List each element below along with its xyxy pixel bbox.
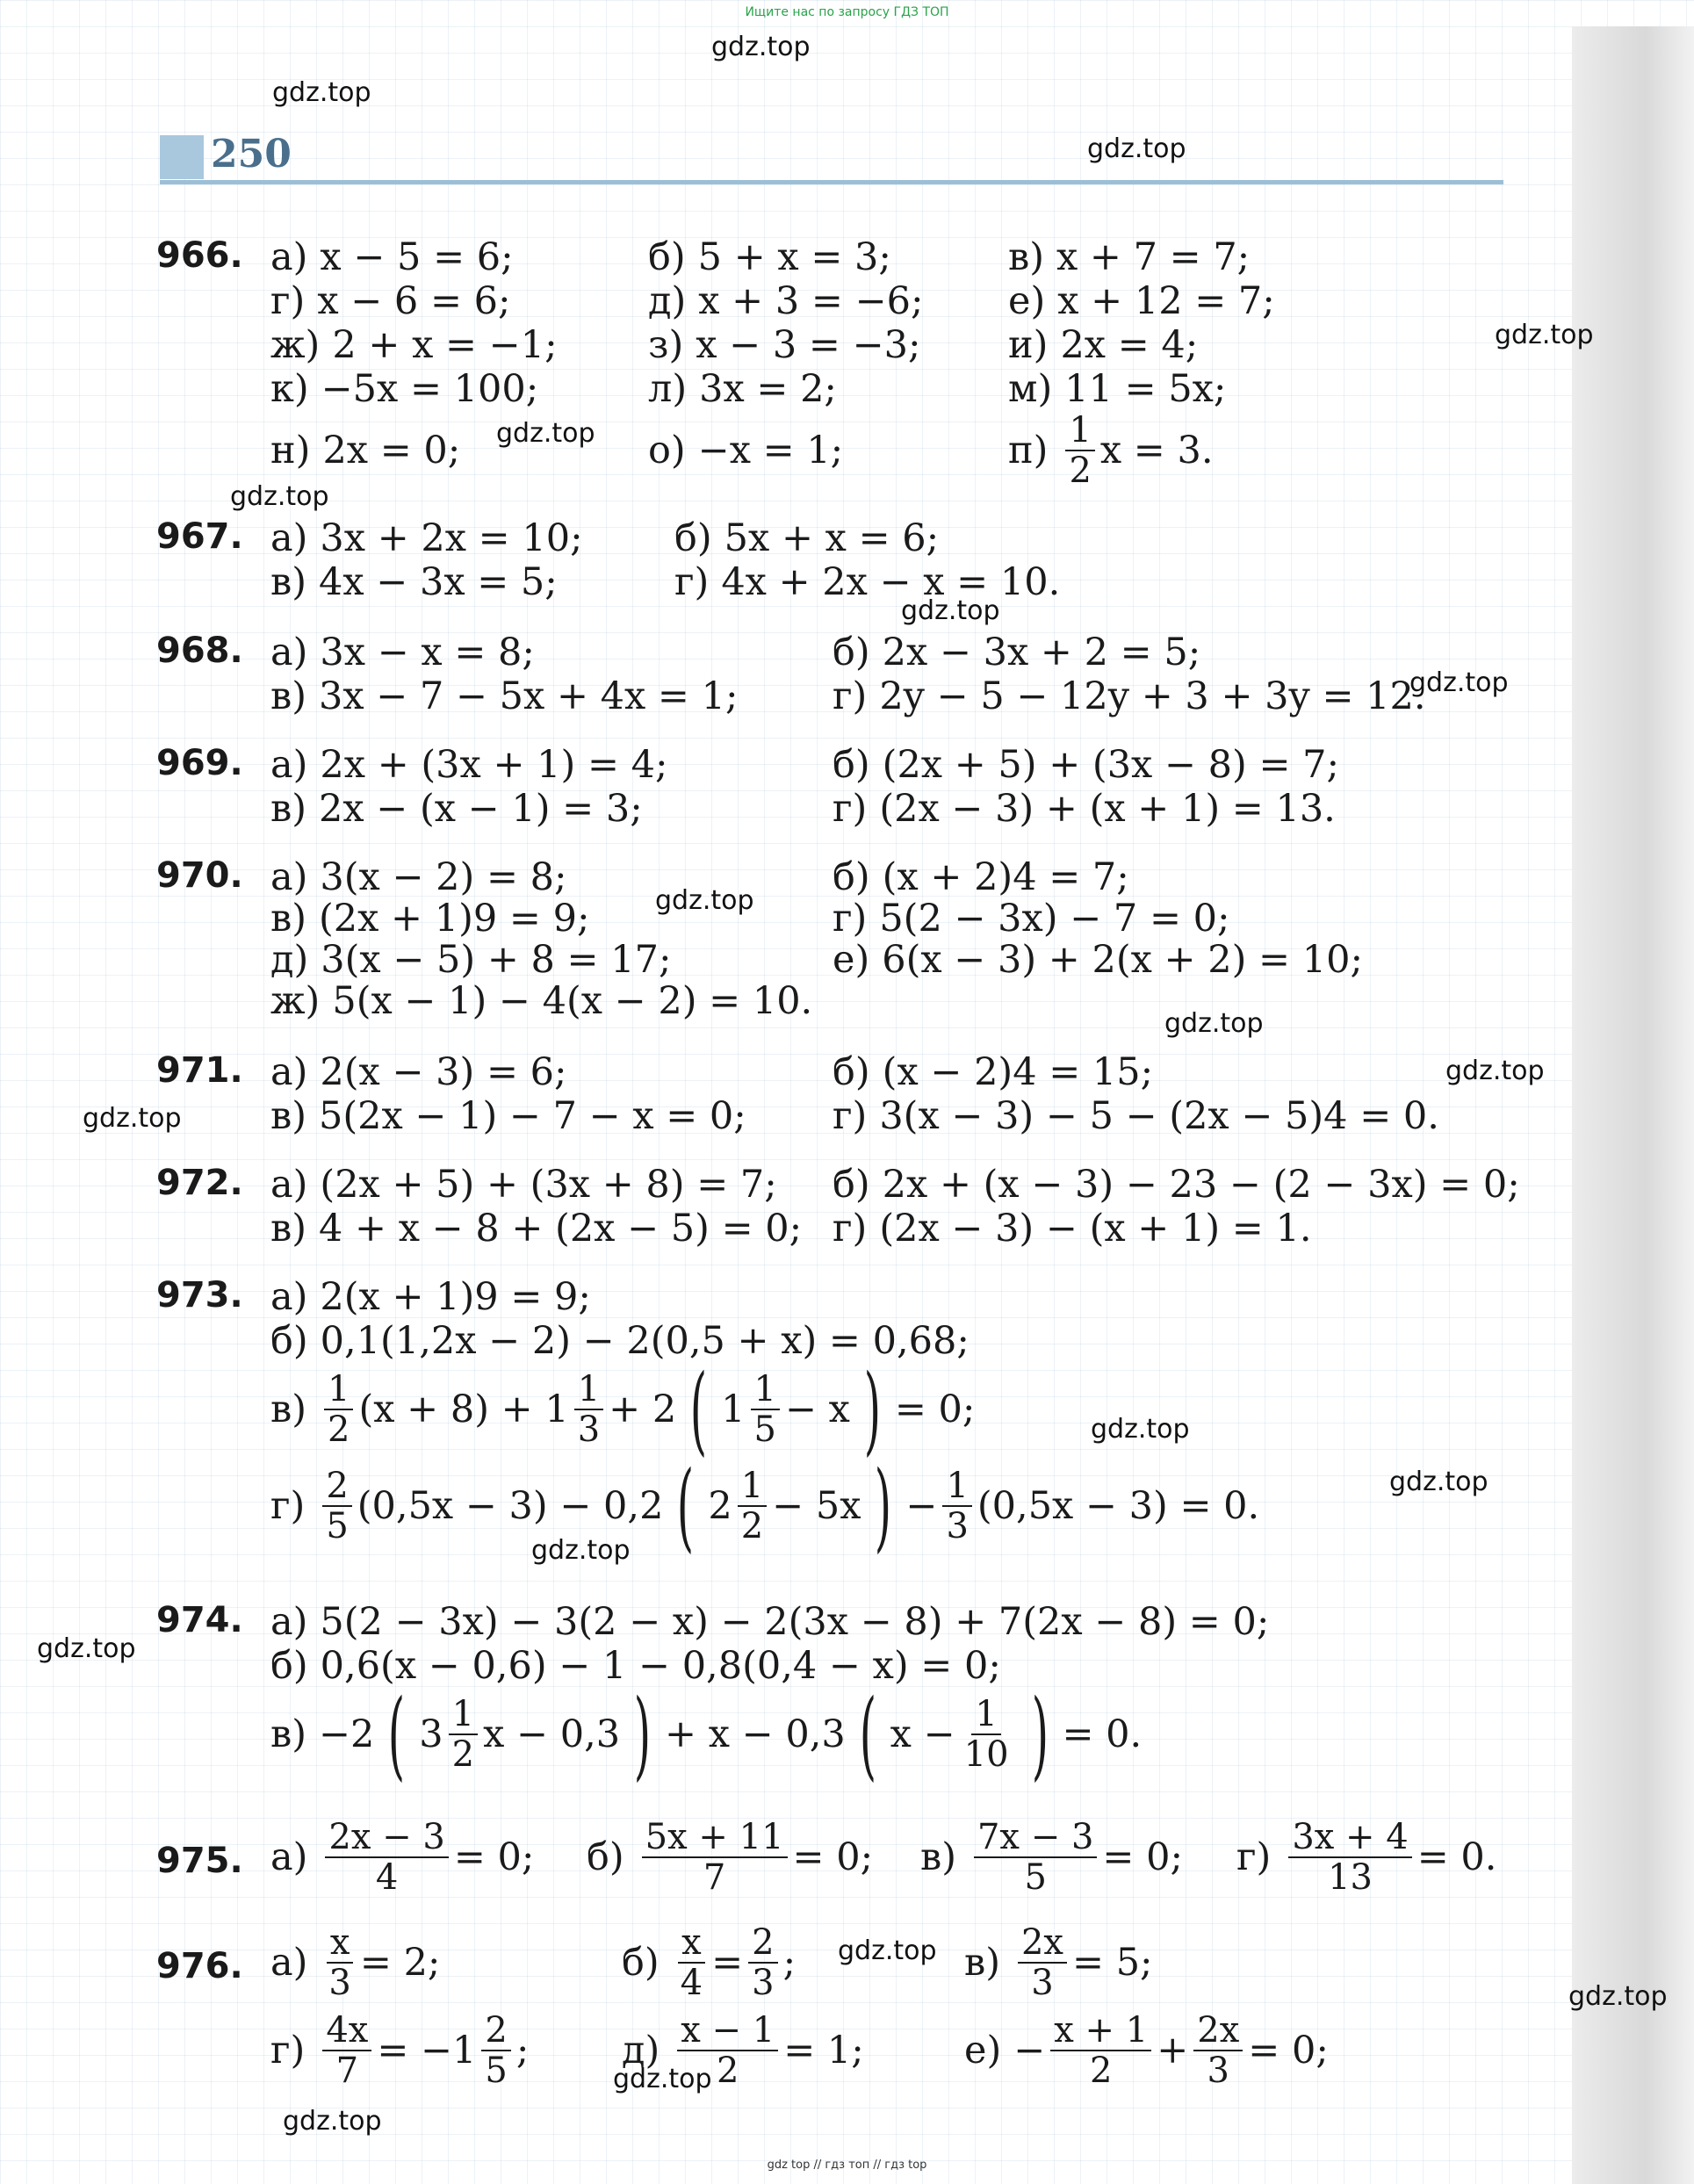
watermark: gdz.top [83,1103,182,1134]
item-label: в) [270,787,306,831]
item-label: е) [964,2029,1002,2072]
equation: = [711,1941,744,1985]
expression: x − 0,3 [483,1712,621,1756]
item-label: д) [648,279,687,323]
watermark: gdz.top [1087,133,1186,164]
equation: 3(x − 2) = 8; [320,855,567,899]
watermark: gdz.top [37,1633,136,1664]
expression: 3 [419,1712,443,1756]
fraction: $\frac{1}{2}$ [449,1695,478,1774]
item-label: в) [270,560,306,604]
problem-number: 971. [156,1050,243,1091]
problem-number: 966. [156,235,243,276]
item-label: д) [270,938,309,982]
equation: (2x + 5) + (3x + 8) = 7; [320,1163,777,1207]
equation: 4x − 3x = 5; [318,560,558,604]
page-header [160,132,1503,184]
expression: + 2 [609,1388,677,1431]
item-label: а) [270,516,308,560]
fraction: $\frac{1}{10}$ [963,1694,1009,1775]
item-label: г) [833,674,868,718]
fraction: $\frac{2}{5}$ [322,1467,351,1546]
expression: x − [890,1712,955,1756]
fraction: $\frac{5x + 11}{7}$ [642,1818,788,1897]
fraction: $\frac{x}{4}$ [677,1923,706,2002]
item-label: г) [833,897,868,941]
problem-972 [156,1163,1518,1251]
equation: −5x = 100; [321,367,539,411]
item-label: а) [270,631,308,674]
problem-number: 972. [156,1163,243,1203]
right-paren: ) [633,1678,652,1791]
item-label: а) [270,1050,308,1094]
equation: 3(x − 5) + 8 = 17; [321,938,672,982]
equation: 5(2x − 1) − 7 − x = 0; [318,1094,746,1138]
item-label: а) [270,1941,308,1985]
equation: = 0. [1416,1835,1497,1879]
fraction: $\frac{1}{2}$ [1065,411,1094,490]
equation: 4x + 2x − x = 10. [721,560,1061,604]
fraction: $\frac{1}{2}$ [324,1370,353,1449]
item-label: и) [1008,323,1049,367]
equation: = −1 [377,2029,477,2072]
equation: ; [782,1941,797,1985]
equation: 5x + x = 6; [724,516,940,560]
item-label: г) [833,787,868,831]
problem-number: 974. [156,1600,243,1640]
problem-966 [156,235,1518,490]
equation: 2x + (x − 3) − 23 − (2 − 3x) = 0; [882,1163,1520,1207]
fraction: $\frac{1}{2}$ [738,1467,767,1546]
fraction: $\frac{x}{3}$ [325,1923,354,2002]
expression: + [1157,2029,1189,2072]
problem-number: 967. [156,516,243,557]
item-label: б) [587,1835,624,1879]
item-label: п) [1008,429,1049,472]
left-paren: ( [388,1678,406,1791]
item-label: м) [1008,367,1053,411]
item-label: в) [270,1388,306,1431]
item-label: б) [833,631,870,674]
item-label: в) [270,897,306,941]
problem-976 [156,1923,1518,2099]
item-label: д) [622,2029,660,2072]
equation: 5(2 − 3x) − 7 = 0; [879,897,1230,941]
fraction: $\frac{x - 1}{2}$ [677,2011,778,2090]
equation: = 0; [453,1835,535,1879]
item-label: б) [833,1050,870,1094]
expression: (0,5x − 3) = 0. [977,1484,1260,1528]
problem-973 [156,1275,1518,1562]
equation: 2(x − 3) = 6; [320,1050,567,1094]
item-label: в) [1008,235,1044,279]
watermark: gdz.top [655,885,754,916]
watermark: gdz.top [613,2064,712,2094]
equation: 4 + x − 8 + (2x − 5) = 0; [318,1207,803,1251]
fraction: $\frac{1}{5}$ [751,1370,780,1449]
problem-number: 973. [156,1275,243,1315]
item-label: а) [270,235,308,279]
item-label: в) [270,1207,306,1251]
problem-968 [156,631,1518,718]
equation: 5 + x = 3; [697,235,891,279]
item-label: а) [270,1275,308,1319]
equation: 6(x − 3) + 2(x + 2) = 10; [882,938,1363,982]
equation: 2x − (x − 1) = 3; [318,787,643,831]
expression: − 5x [772,1484,861,1528]
watermark: gdz.top [496,418,595,449]
equation: = 0; [792,1835,874,1879]
item-label: о) [648,429,686,472]
item-label: г) [270,1484,306,1528]
watermark: gdz.top [283,2106,382,2137]
equation: 3x − x = 8; [320,631,535,674]
fraction: $\frac{2x - 3}{4}$ [325,1818,448,1897]
equation: = 1; [783,2029,864,2072]
item-label: е) [833,938,870,982]
item-label: л) [648,367,688,411]
equation: 11 = 5x; [1064,367,1227,411]
fraction: $\frac{1}{3}$ [942,1467,971,1546]
problem-970 [156,855,1518,1023]
equation: 2x = 4; [1060,323,1199,367]
item-label: б) [648,235,686,279]
left-paren: ( [677,1450,695,1562]
fraction: $\frac{3x + 4}{13}$ [1288,1818,1411,1897]
top-note: Ищите нас по запросу ГДЗ ТОП [745,5,949,19]
item-label: б) [674,516,712,560]
equation: x − 6 = 6; [317,279,511,323]
item-label: б) [622,1941,660,1985]
header-rule [160,180,1503,184]
fraction: $\frac{1}{3}$ [574,1370,603,1449]
fraction: $\frac{2x}{3}$ [1018,1923,1067,2002]
problem-967 [156,516,1518,604]
watermark: gdz.top [1495,320,1594,350]
fraction: $\frac{2x}{3}$ [1193,2011,1243,2090]
equation: 3x − 7 − 5x + 4x = 1; [318,674,739,718]
watermark: gdz.top [838,1935,937,1966]
problem-974 [156,1600,1518,1791]
item-label: б) [833,743,870,787]
item-label: е) [1008,279,1046,323]
equation: x − 5 = 6; [320,235,514,279]
item-label: в) [270,1094,306,1138]
item-label: б) [270,1319,308,1363]
equation: 3x = 2; [699,367,837,411]
problem-number: 968. [156,631,243,671]
expression: (x + 8) + 1 [358,1388,569,1431]
expression: = 0; [894,1388,976,1431]
expression: (0,5x − 3) − 0,2 [357,1484,664,1528]
equation: 2(x + 1)9 = 9; [320,1275,591,1319]
equation: x − 3 = −3; [696,323,921,367]
expression: + x − 0,3 [665,1712,846,1756]
equation: 3x + 2x = 10; [320,516,583,560]
item-label: б) [270,1644,308,1688]
watermark: gdz.top [1389,1467,1489,1497]
fraction: $\frac{2}{5}$ [481,2011,510,2090]
expression: − [905,1484,938,1528]
expression: 1 [721,1388,746,1431]
watermark: gdz.top [531,1535,631,1566]
item-label: г) [833,1094,868,1138]
problem-number: 969. [156,743,243,783]
problem-number: 970. [156,855,243,896]
item-label: к) [270,367,309,411]
fraction: $\frac{2}{3}$ [748,1923,777,2002]
watermark: gdz.top [901,595,1000,626]
equation: 2x = 0; [322,429,461,472]
item-label: г) [833,1207,868,1251]
fraction: $\frac{7x - 3}{5}$ [974,1818,1097,1897]
watermark: gdz.top [1568,1981,1668,2012]
item-label: в) [964,1941,1000,1985]
item-label: з) [648,323,684,367]
item-label: б) [833,1163,870,1207]
item-label: в) [270,1712,306,1756]
equation: (2x + 5) + (3x − 8) = 7; [882,743,1340,787]
item-label: ж) [270,979,321,1023]
equation: = 0; [1248,2029,1329,2072]
item-label: а) [270,743,308,787]
equation: x + 7 = 7; [1056,235,1251,279]
item-label: а) [270,855,308,899]
equation: (2x − 3) + (x + 1) = 13. [879,787,1336,831]
expression: 2 [708,1484,732,1528]
fraction: $\frac{x + 1}{2}$ [1050,2011,1151,2090]
equation: −x = 1; [697,429,844,472]
fraction: $\frac{4x}{7}$ [322,2011,371,2090]
item-label: ж) [270,323,321,367]
item-label: а) [270,1600,308,1644]
equation: 2y − 5 − 12y + 3 + 3y = 12. [879,674,1426,718]
equation: 5(2 − 3x) − 3(2 − x) − 2(3x − 8) + 7(2x − 8) = 0; [320,1600,1270,1644]
watermark: gdz.top [1164,1008,1264,1039]
problem-number: 975. [156,1841,243,1881]
expression: −2 [318,1712,375,1756]
expression: = 0. [1062,1712,1143,1756]
problem-969 [156,743,1518,831]
left-paren: ( [690,1353,708,1466]
bottom-note: gdz top // гдз топ // гдз top [767,2159,927,2172]
watermark: gdz.top [711,32,811,62]
equation: 2 + x = −1; [332,323,558,367]
header-tab [160,135,204,179]
equation: = 2; [359,1941,441,1985]
item-label: б) [833,855,870,899]
watermark: gdz.top [1409,667,1509,698]
watermark: gdz.top [272,77,371,108]
equation: (2x + 1)9 = 9; [318,897,590,941]
problem-number: 976. [156,1946,243,1986]
item-label: в) [920,1835,956,1879]
item-label: в) [270,674,306,718]
equation: x + 3 = −6; [698,279,924,323]
equation: 5(x − 1) − 4(x − 2) = 10. [332,979,813,1023]
expression: − x [784,1388,850,1431]
item-label: г) [270,2029,306,2072]
equation: x = 3. [1099,429,1214,472]
equation: = 0; [1102,1835,1183,1879]
watermark: gdz.top [1445,1056,1545,1086]
equation: x + 12 = 7; [1057,279,1275,323]
equation: = 5; [1072,1941,1153,1985]
expression: − [1013,2029,1046,2072]
page-number: 250 [211,132,292,177]
item-label: а) [270,1163,308,1207]
equation: (x − 2)4 = 15; [882,1050,1154,1094]
item-label: г) [1236,1835,1272,1879]
watermark: gdz.top [230,481,329,512]
watermark: gdz.top [1091,1414,1190,1445]
equation: 0,6(x − 0,6) − 1 − 0,8(0,4 − x) = 0; [320,1644,1001,1688]
equation: 2x − 3x + 2 = 5; [882,631,1201,674]
equation: 2x + (3x + 1) = 4; [320,743,668,787]
equation: 3(x − 3) − 5 − (2x − 5)4 = 0. [879,1094,1439,1138]
left-paren: ( [859,1678,876,1791]
item-label: г) [270,279,306,323]
item-label: г) [674,560,710,604]
problem-971 [156,1050,1518,1138]
right-paren: ) [875,1450,892,1562]
right-paren: ) [1031,1678,1049,1791]
right-paren: ) [863,1353,882,1466]
item-label: а) [270,1835,308,1879]
equation: (x + 2)4 = 7; [882,855,1129,899]
problem-975 [156,1818,1518,1914]
item-label: н) [270,429,311,472]
equation: ; [515,2029,530,2072]
equation: 0,1(1,2x − 2) − 2(0,5 + x) = 0,68; [320,1319,970,1363]
equation: (2x − 3) − (x + 1) = 1. [879,1207,1312,1251]
